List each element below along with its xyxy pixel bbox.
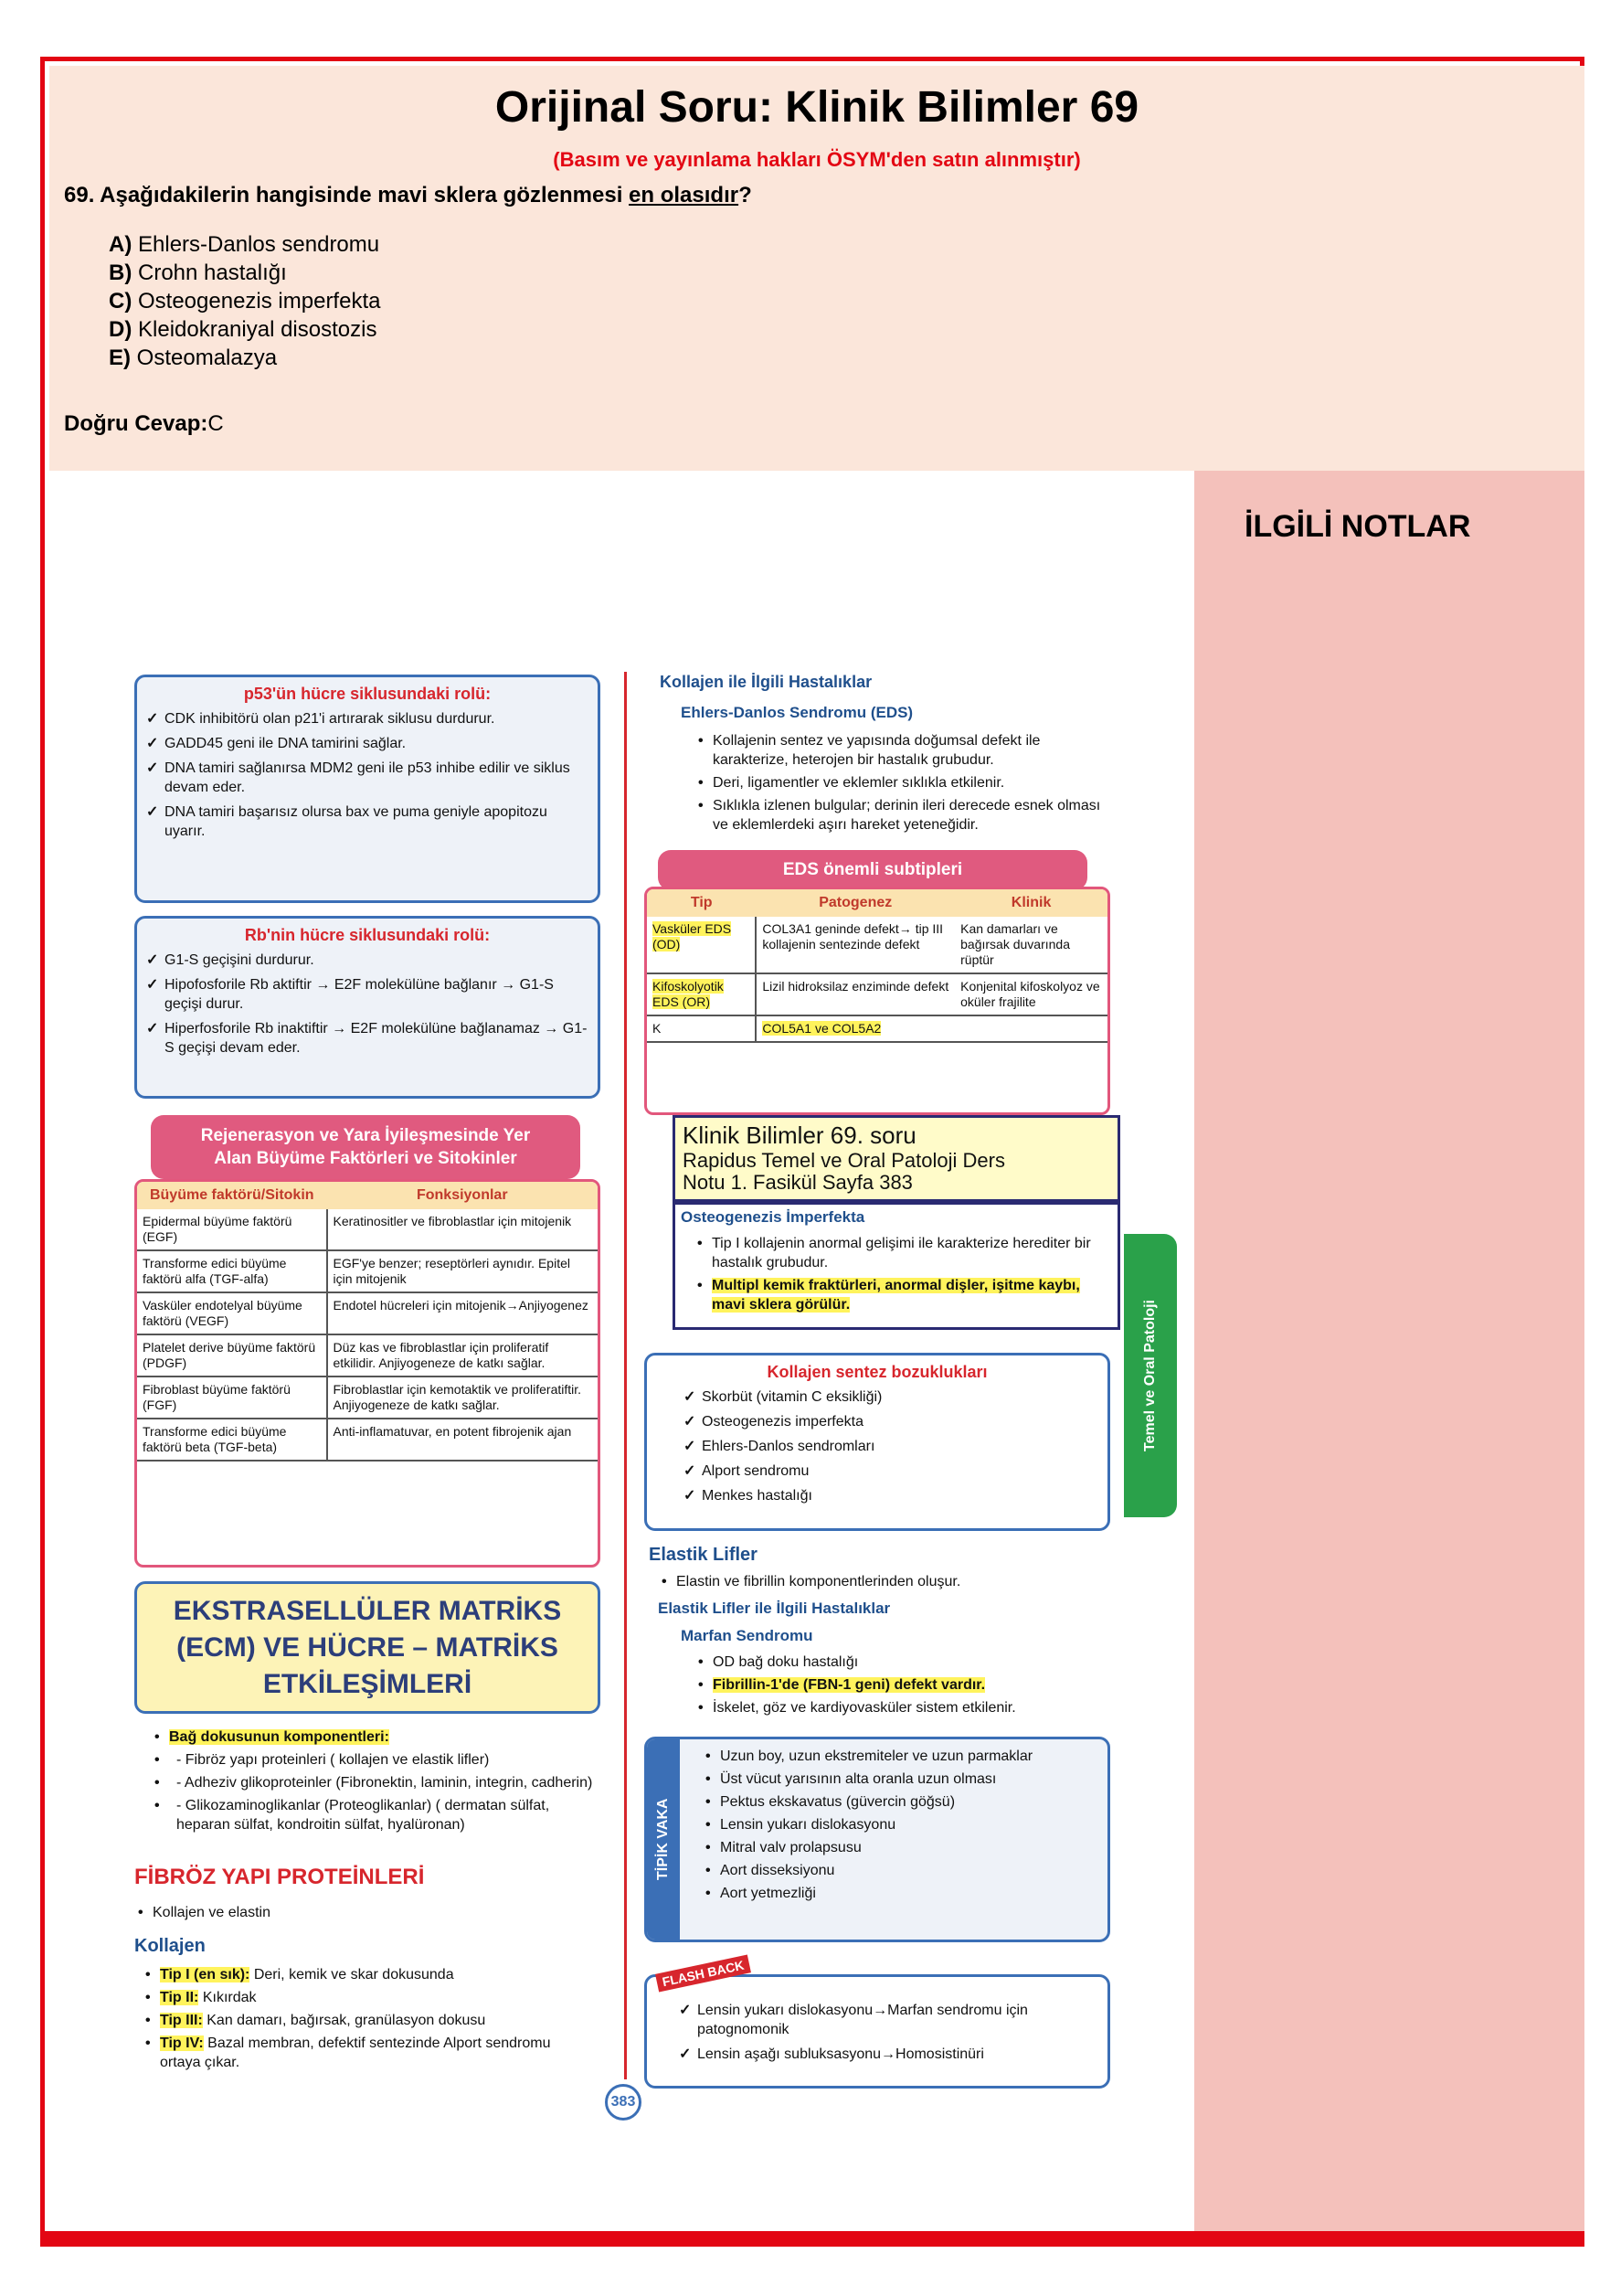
book-page	[91, 585, 1179, 2130]
p53-item: ✓ CDK inhibitörü olan p21'i artırarak siklusu durdurur.	[164, 709, 588, 728]
table-row: K COL5A1 ve COL5A2	[647, 1015, 1107, 1042]
list-item: ✓ Osteogenezis imperfekta	[702, 1412, 1098, 1431]
table-row: Fibroblast büyüme faktörü (FGF) Fibroblastlar için kemotaktik ve proliferatiftir. Anjiyogeneze de katkı sağlar.	[137, 1377, 598, 1419]
eds-list	[694, 731, 1110, 838]
question-mark: ?	[738, 183, 752, 207]
table-row: Vasküler endotelyal büyüme faktörü (VEGF) Endotel hücreleri için mitojenik→Anjiyogenez	[137, 1292, 598, 1334]
list-item: • Tip IV: Bazal membran, defektif sentezinde Alport sendromu ortaya çıkar.	[142, 2034, 594, 2072]
table-row: Platelet derive büyüme faktörü (PDGF) Düz kas ve fibroblastlar için proliferatif etkilidir. Anjiyogeneze de katkı sağlar.	[137, 1334, 598, 1377]
typical-case-box	[644, 1737, 1110, 1942]
osteogenesis-imperfecta-box	[673, 1202, 1120, 1330]
list-item: • Tip III: Kan damarı, bağırsak, granülasyon dokusu	[142, 2011, 594, 2030]
column-divider	[624, 672, 627, 2079]
list-item: • İskelet, göz ve kardiyovasküler sistem etkilenir.	[694, 1698, 1110, 1717]
collagen-diseases-title: Kollajen ile İlgili Hastalıklar	[660, 673, 873, 691]
marfan-title: Marfan Sendromu	[681, 1627, 813, 1644]
rb-item: ✓ Hiperfosforile Rb inaktiftir → E2F molekülüne bağlanamaz → G1-S geçişi devam eder.	[164, 1019, 588, 1058]
callout-source: Rapidus Temel ve Oral Patoloji Ders	[683, 1149, 1005, 1172]
collagen-synthesis-box	[644, 1353, 1110, 1531]
list-item: ✓ Menkes hastalığı	[702, 1486, 1098, 1505]
rb-box	[134, 916, 600, 1099]
list-item: • Üst vücut yarısının alta oranla uzun olması	[702, 1770, 1104, 1789]
table-header: Tip	[647, 889, 756, 917]
list-item: • Fibrillin-1'de (FBN-1 geni) defekt vardır.	[694, 1675, 1110, 1695]
answer-options	[109, 230, 380, 372]
callout-page: Notu 1. Fasikül Sayfa 383	[683, 1171, 913, 1194]
eds-subtypes-header: EDS önemli subtipleri	[658, 850, 1087, 890]
list-item: • Tip I (en sık): Deri, kemik ve skar dokusunda	[142, 1965, 594, 1984]
rb-item: ✓ G1-S geçişini durdurur.	[164, 951, 588, 970]
list-item: • Aort disseksiyonu	[702, 1861, 1104, 1880]
option-a: A) Ehlers-Danlos sendromu	[109, 232, 380, 257]
question-number: 69.	[64, 183, 95, 207]
question-text	[64, 183, 752, 208]
p53-title: p53'ün hücre siklusundaki rolü:	[243, 685, 492, 703]
list-item: ✓ Lensin yukarı dislokasyonu→Marfan sendromu için patognomonik	[697, 2001, 1098, 2039]
elastic-diseases-title: Elastik Lifler ile İlgili Hastalıklar	[658, 1600, 891, 1617]
list-item: • - Glikozaminoglikanlar (Proteoglikanlar) ( dermatan sülfat, heparan sülfat, kondroitin sülfat, hyalüronan)	[151, 1796, 599, 1834]
list-item: • - Fibröz yapı proteinleri ( kollajen ve elastik lifler)	[151, 1750, 599, 1770]
option-c: C) Osteogenezis imperfekta	[109, 289, 381, 314]
flashback-tag: FLASH BACK	[655, 1955, 751, 1993]
p53-item: ✓ DNA tamiri sağlanırsa MDM2 geni ile p53 inhibe edilir ve siklus devam eder.	[164, 759, 588, 797]
collagen-synthesis-title: Kollajen sentez bozuklukları	[767, 1363, 988, 1381]
p53-item: ✓ GADD45 geni ile DNA tamirini sağlar.	[164, 734, 588, 753]
table-header: Büyüme faktörü/Sitokin	[137, 1182, 327, 1209]
list-item: ✓ Lensin aşağı subluksasyonu→Homosistinüri	[697, 2045, 1098, 2064]
list-item: • - Adheziv glikoproteinler (Fibronektin, laminin, integrin, cadherin)	[151, 1773, 599, 1792]
question-emphasis: en olasıdır	[629, 183, 739, 207]
reference-callout	[673, 1115, 1120, 1202]
list-item: • Aort yetmezliği	[702, 1884, 1104, 1903]
notes-panel	[1194, 471, 1584, 2236]
list-item: • Kollajen ve elastin	[134, 1903, 591, 1922]
fibrous-proteins-title: FİBRÖZ YAPI PROTEİNLERİ	[134, 1865, 425, 1889]
rb-item: ✓ Hipofosforile Rb aktiftir → E2F molekülüne bağlanır → G1-S geçişi durur.	[164, 975, 588, 1014]
rb-title: Rb'nin hücre siklusundaki rolü:	[244, 926, 491, 944]
list-item: • Lensin yukarı dislokasyonu	[702, 1815, 1104, 1834]
table-row: Transforme edici büyüme faktörü alfa (TGF-alfa) EGF'ye benzer; reseptörleri aynıdır. Epitel için mitojenik	[137, 1250, 598, 1292]
fibrous-proteins-list	[134, 1903, 591, 1926]
oi-title: Osteogenezis İmperfekta	[681, 1208, 865, 1226]
table-header: Fonksiyonlar	[327, 1182, 598, 1209]
correct-answer: Doğru Cevap:C	[64, 411, 224, 436]
oi-list	[694, 1234, 1114, 1318]
ecm-heading: EKSTRASELLÜLER MATRİKS (ECM) VE HÜCRE – MATRİKS ETKİLEŞİMLERİ	[134, 1581, 600, 1714]
question-title: Orijinal Soru: Klinik Bilimler 69	[494, 83, 1139, 132]
list-item: • Kollajenin sentez ve yapısında doğumsal defekt ile karakterize, heterojen bir hastalık grubudur.	[694, 731, 1110, 770]
flashback-box	[644, 1957, 1110, 2089]
elastic-fibers-title: Elastik Lifler	[649, 1545, 758, 1565]
notes-title: İLGİLİ NOTLAR	[1245, 509, 1471, 544]
collagen-title: Kollajen	[134, 1936, 206, 1956]
option-d: D) Kleidokraniyal disostozis	[109, 317, 377, 342]
table-row: Transforme edici büyüme faktörü beta (TGF-beta) Anti-inflamatuvar, en potent fibrojenik ajan	[137, 1419, 598, 1461]
marfan-list	[694, 1653, 1110, 1721]
list-item: • Deri, ligamentler ve eklemler sıklıkla etkilenir.	[694, 773, 1110, 792]
growth-factors-table	[134, 1179, 600, 1568]
table-row: Kifoskolyotik EDS (OR) Lizil hidroksilaz enziminde defekt Konjenital kifoskolyoz ve oküler frajilite	[647, 973, 1107, 1015]
table-header: Patogenez	[756, 889, 955, 917]
p53-item: ✓ DNA tamiri başarısız olursa bax ve puma geniyle apopitozu uyarır.	[164, 803, 588, 841]
eds-subtypes-table	[644, 887, 1110, 1115]
option-e: E) Osteomalazya	[109, 345, 278, 370]
option-b: B) Crohn hastalığı	[109, 260, 287, 285]
list-item: ✓ Skorbüt (vitamin C eksikliği)	[702, 1387, 1098, 1407]
p53-box	[134, 675, 600, 903]
question-stem: Aşağıdakilerin hangisinde mavi sklera gözlenmesi	[100, 183, 623, 207]
typical-case-label: TİPİK VAKA	[647, 1739, 680, 1940]
list-item: • Tip II: Kıkırdak	[142, 1988, 594, 2007]
table-row: Vasküler EDS (OD) COL3A1 geninde defekt→ tip III kollajenin sentezinde defekt Kan damarları ve bağırsak duvarında rüptür	[647, 917, 1107, 973]
table-header: Klinik	[955, 889, 1107, 917]
elastic-fibers-list	[658, 1572, 1110, 1595]
list-item: • Tip I kollajenin anormal gelişimi ile karakterize herediter bir hastalık grubudur.	[694, 1234, 1114, 1272]
list-item: • Pektus ekskavatus (güvercin göğsü)	[702, 1792, 1104, 1812]
list-item: ✓ Ehlers-Danlos sendromları	[702, 1437, 1098, 1456]
callout-title: Klinik Bilimler 69. soru	[683, 1121, 916, 1149]
table-row: Epidermal büyüme faktörü (EGF) Keratinositler ve fibroblastlar için mitojenik	[137, 1209, 598, 1250]
question-panel	[49, 66, 1584, 471]
bottom-bar	[40, 2231, 1584, 2247]
connective-tissue-list	[151, 1727, 599, 1838]
list-item: • Elastin ve fibrillin komponentlerinden oluşur.	[658, 1572, 1110, 1591]
typical-case-list	[702, 1747, 1104, 1907]
copyright-note: (Basım ve yayınlama hakları ÖSYM'den satın alınmıştır)	[553, 148, 1081, 171]
eds-title: Ehlers-Danlos Sendromu (EDS)	[681, 704, 914, 721]
growth-factors-header: Rejenerasyon ve Yara İyileşmesinde Yer Alan Büyüme Faktörleri ve Sitokinler	[151, 1115, 580, 1179]
connective-tissue-title: Bağ dokusunun komponentleri:	[169, 1729, 389, 1745]
list-item: • Uzun boy, uzun ekstremiteler ve uzun parmaklar	[702, 1747, 1104, 1766]
list-item: • Mitral valv prolapsusu	[702, 1838, 1104, 1857]
page-number: 383	[605, 2084, 641, 2121]
list-item: ✓ Alport sendromu	[702, 1462, 1098, 1481]
collagen-types-list	[142, 1965, 594, 2076]
chapter-side-tab: Temel ve Oral Patoloji	[1124, 1234, 1177, 1517]
list-item: • Sıklıkla izlenen bulgular; derinin ileri derecede esnek olması ve eklemlerdeki aşırı hareket yeteneğidir.	[694, 796, 1110, 834]
list-item: • Multipl kemik fraktürleri, anormal dişler, işitme kaybı, mavi sklera görülür.	[694, 1276, 1114, 1314]
list-item: • OD bağ doku hastalığı	[694, 1653, 1110, 1672]
